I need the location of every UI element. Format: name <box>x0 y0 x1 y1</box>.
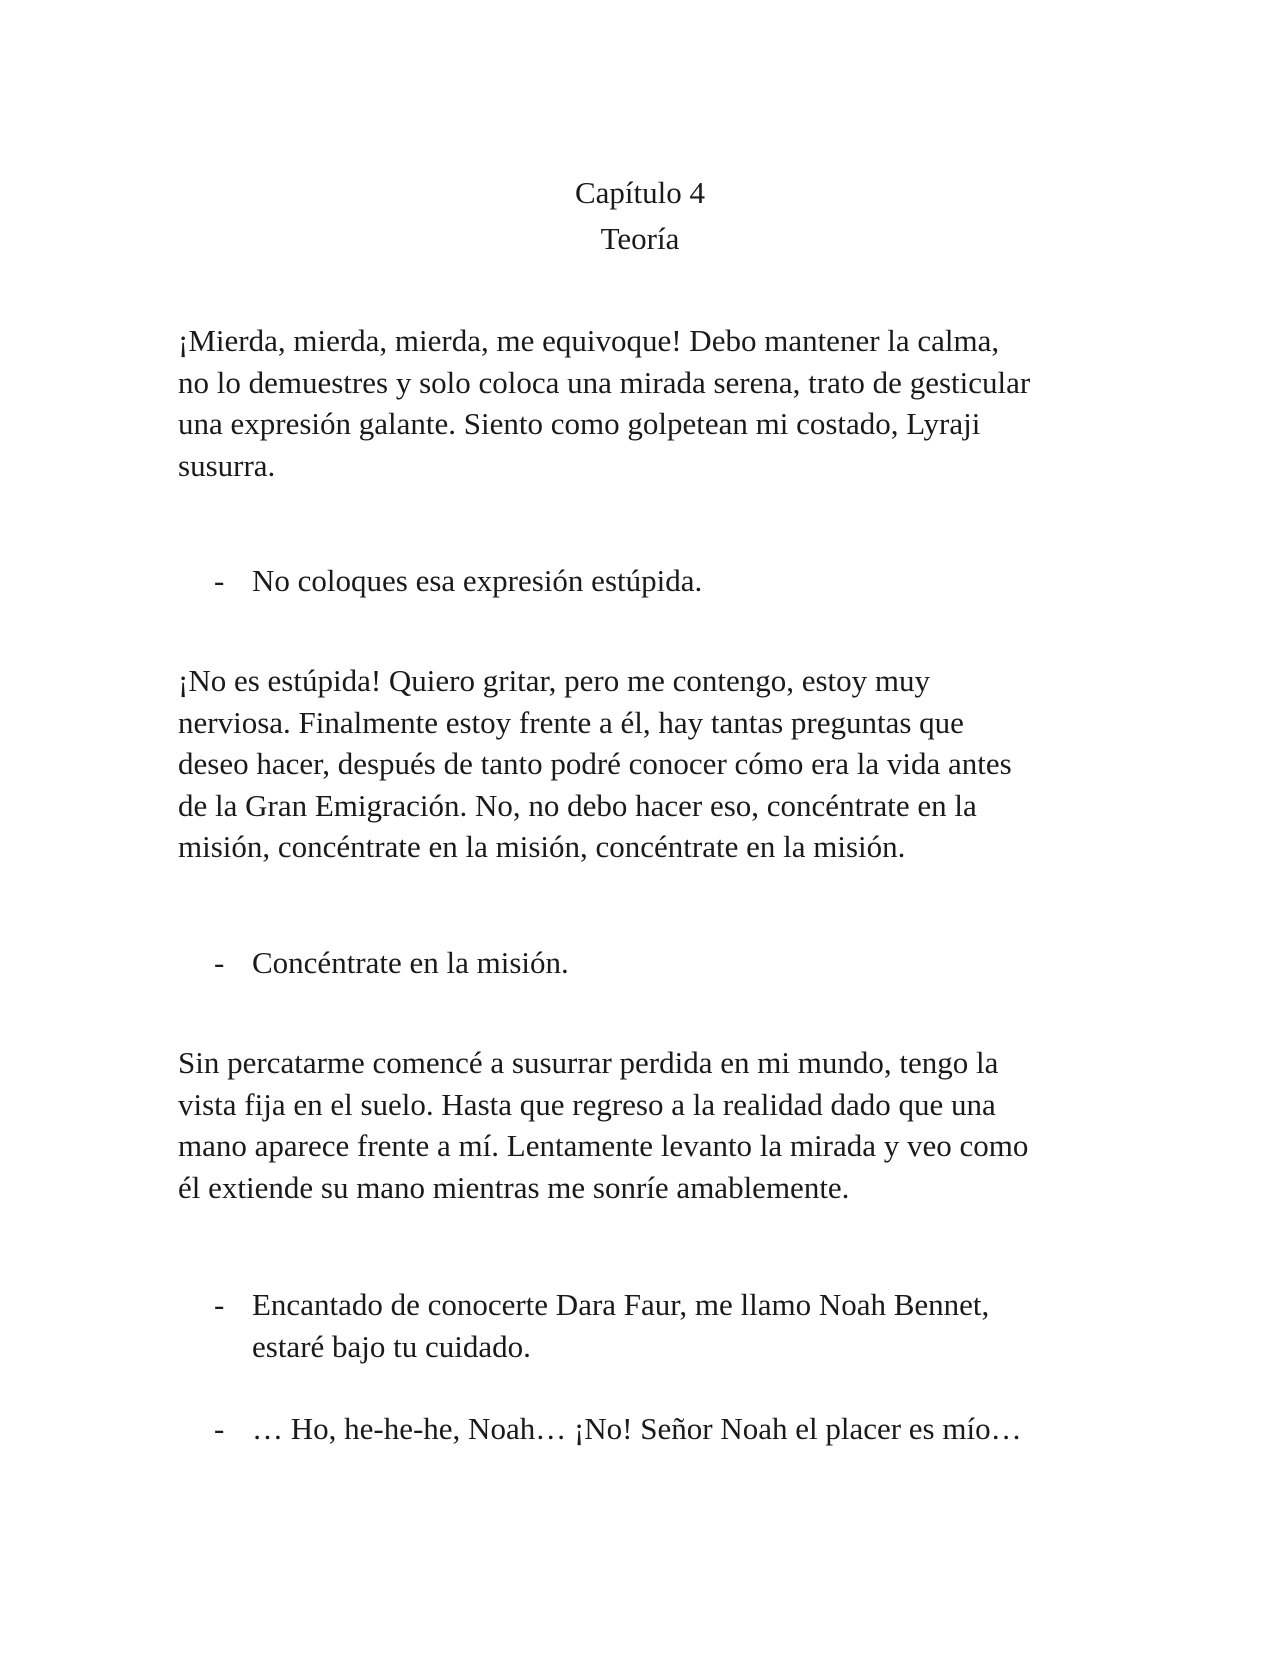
chapter-number: Capítulo 4 <box>574 175 706 210</box>
paragraph-1 <box>178 320 1118 486</box>
dialogue-dash: - <box>214 1287 225 1322</box>
dialogue-text <box>252 942 569 984</box>
dialogue-dash: - <box>214 563 225 598</box>
dialogue-line: Concéntrate en la misión. <box>252 945 569 980</box>
paragraph-line: ¡Mierda, mierda, mierda, me equivoque! Debo mantener la calma, <box>178 323 1000 358</box>
paragraph-line: él extiende su mano mientras me sonríe amablemente. <box>178 1169 850 1205</box>
dialogue-text <box>252 1284 989 1367</box>
dialogue-line: No coloques esa expresión estúpida. <box>252 563 703 598</box>
paragraph-line: no lo demuestres y solo coloca una mirada serena, trato de gesticular <box>178 364 1031 400</box>
dialogue-line: … Ho, he-he-he, Noah… ¡No! Señor Noah el placer es mío… <box>252 1411 1022 1446</box>
dialogue-line: estaré bajo tu cuidado. <box>252 1328 531 1364</box>
paragraph-2 <box>178 660 1118 868</box>
paragraph-line: deseo hacer, después de tanto podré conocer cómo era la vida antes <box>178 746 1012 781</box>
paragraph-line: de la Gran Emigración. No, no debo hacer eso, concéntrate en la <box>178 787 977 823</box>
paragraph-line: mano aparece frente a mí. Lentamente levanto la mirada y veo como <box>178 1128 1029 1163</box>
dialogue-line: Encantado de conocerte Dara Faur, me llamo Noah Bennet, <box>252 1287 990 1322</box>
paragraph-line: susurra. <box>178 447 276 483</box>
dialogue-text <box>252 1408 1022 1450</box>
paragraph-line: Sin percatarme comencé a susurrar perdida en mi mundo, tengo la <box>178 1045 999 1080</box>
dialogue-text <box>252 560 702 602</box>
paragraph-line: nerviosa. Finalmente estoy frente a él, hay tantas preguntas que <box>178 704 964 740</box>
paragraph-line: ¡No es estúpida! Quiero gritar, pero me contengo, estoy muy <box>178 663 931 698</box>
paragraph-line: misión, concéntrate en la misión, concéntrate en la misión. <box>178 829 906 864</box>
paragraph-line: vista fija en el suelo. Hasta que regreso a la realidad dado que una <box>178 1086 996 1122</box>
paragraph-3 <box>178 1042 1118 1208</box>
dialogue-dash: - <box>214 945 225 980</box>
paragraph-line: una expresión galante. Siento como golpetean mi costado, Lyraji <box>178 406 981 441</box>
chapter-title: Teoría <box>600 221 680 256</box>
dialogue-dash: - <box>214 1411 225 1446</box>
